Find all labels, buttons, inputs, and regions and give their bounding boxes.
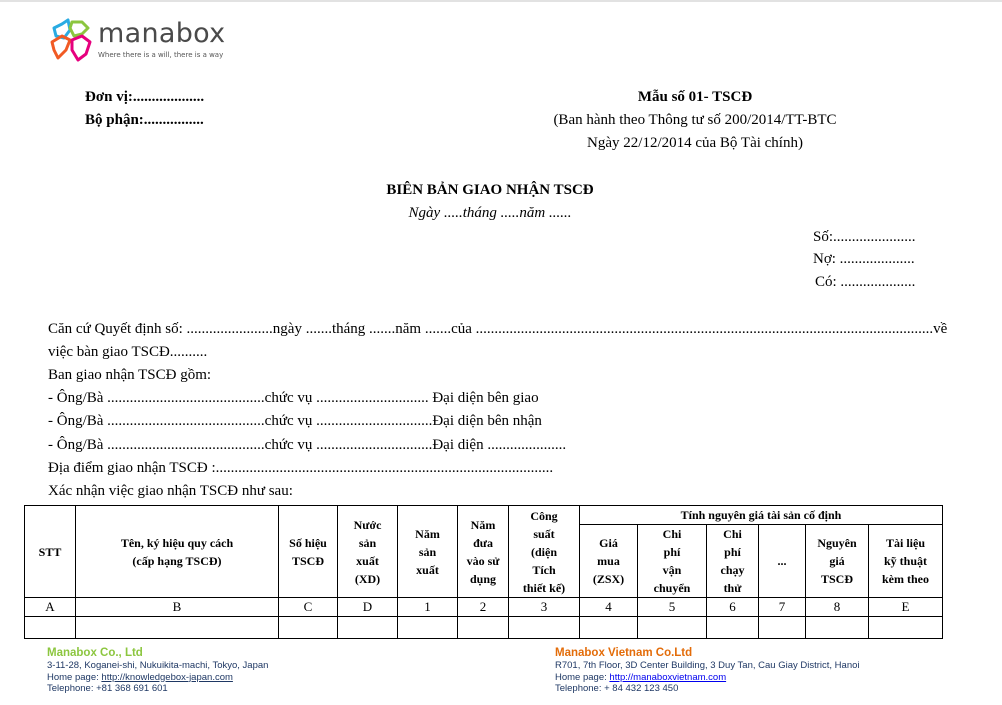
footer-japan-address: 3-11-28, Koganei-shi, Nukuikita-machi, Tokyo, Japan — [47, 660, 269, 671]
confirmation-heading: Xác nhận việc giao nhận TSCĐ như sau: — [48, 483, 293, 499]
footer-japan — [47, 646, 268, 695]
header-original-cost — [806, 525, 869, 598]
manabox-logo-icon — [48, 18, 94, 64]
index-cell: 3 — [509, 598, 580, 617]
committee-member-giver: - Ông/Bà ..........................................chức vụ .............................. Đại diện bên giao — [48, 390, 539, 406]
unit-label: Đơn vị:................... — [85, 89, 205, 105]
header-text: kỹ thuật — [883, 554, 927, 568]
header-asset-name-line2: (cấp hạng TSCĐ) — [132, 553, 222, 568]
header-original-cost-group: Tính nguyên giá tài sản cố định — [580, 506, 943, 525]
footer-japan-company: Manabox Co., Ltd — [47, 647, 143, 659]
header-text: mua — [597, 554, 620, 568]
header-text: dụng — [469, 571, 497, 586]
table-cell — [806, 617, 869, 639]
table-row — [25, 617, 943, 639]
index-row — [25, 598, 943, 617]
form-code: Mẫu số 01- TSCĐ — [637, 89, 753, 105]
index-cell: E — [869, 598, 943, 617]
table-cell — [338, 617, 398, 639]
table-cell — [580, 617, 638, 639]
header-transport-cost — [638, 525, 707, 598]
logo-wordmark: manabox — [98, 18, 226, 49]
index-cell: 1 — [398, 598, 458, 617]
header-text: phí — [724, 545, 741, 559]
homepage-label: Home page: — [47, 671, 102, 683]
header-text: (ZSX) — [592, 572, 625, 586]
header-text: xuất — [356, 553, 379, 568]
header-text: suất — [533, 526, 555, 541]
header-text: chạy — [720, 563, 745, 577]
table-cell — [509, 617, 580, 639]
header-text: sản — [358, 535, 377, 550]
index-cell: 5 — [638, 598, 707, 617]
footer-vietnam — [555, 646, 860, 695]
index-cell: C — [279, 598, 338, 617]
header-text: Công — [530, 508, 558, 523]
index-cell: B — [76, 598, 279, 617]
header-country — [338, 506, 398, 598]
document-title: BIÊN BẢN GIAO NHẬN TSCĐ — [386, 182, 594, 198]
table-cell — [458, 617, 509, 639]
header-technical-docs — [869, 525, 943, 598]
header-text: Nguyên — [817, 536, 857, 550]
header-asset-code-line2: TSCĐ — [291, 553, 324, 568]
so-field: Số:...................... — [813, 229, 916, 245]
document-date: Ngày .....tháng .....năm ...... — [408, 205, 572, 221]
header-year-made — [398, 506, 458, 598]
footer-vietnam-homepage-link[interactable]: http://manaboxvietnam.com — [609, 671, 727, 683]
header-text: Năm — [415, 526, 440, 541]
table-cell — [707, 617, 759, 639]
asset-handover-table — [24, 505, 943, 639]
manabox-logo — [48, 18, 238, 64]
header-text: chuyển — [653, 581, 691, 595]
co-field: Có: .................... — [815, 274, 916, 290]
header-text: vào sử — [466, 553, 500, 568]
header-stt: STT — [25, 506, 76, 598]
index-cell: 7 — [759, 598, 806, 617]
footer-vietnam-homepage — [555, 672, 860, 684]
header-text: vận — [662, 563, 682, 577]
committee-member-receiver: - Ông/Bà ..........................................chức vụ ...............................Đại diện bên nhận — [48, 413, 542, 429]
header-test-run-cost — [707, 525, 759, 598]
header-text: Chi — [723, 527, 742, 541]
index-cell: D — [338, 598, 398, 617]
header-text: thiết kế) — [522, 580, 566, 595]
header-text: Chi — [662, 527, 682, 541]
header-text: kèm theo — [882, 572, 929, 586]
header-asset-code — [279, 506, 338, 598]
header-text: (diện — [530, 544, 557, 559]
header-text: Năm — [470, 517, 496, 532]
header-text: TSCĐ — [820, 572, 853, 586]
footer-japan-telephone: Telephone: +81 368 691 601 — [47, 683, 168, 694]
footer-vietnam-telephone: Telephone: + 84 432 123 450 — [555, 683, 679, 694]
header-text: Nước — [353, 517, 382, 532]
table-cell — [76, 617, 279, 639]
footer-vietnam-address: R701, 7th Floor, 3D Center Building, 3 Duy Tan, Cau Giay District, Hanoi — [555, 660, 860, 671]
header-text: Giá — [599, 536, 618, 550]
table-cell — [398, 617, 458, 639]
issued-by-line2: Ngày 22/12/2014 của Bộ Tài chính) — [587, 135, 803, 151]
logo-tagline: Where there is a will, there is a way — [98, 51, 224, 59]
header-text: sản — [418, 544, 437, 559]
header-text: (XD) — [354, 571, 381, 586]
footer-vietnam-company: Manabox Vietnam Co.Ltd — [555, 647, 693, 659]
committee-member-other: - Ông/Bà ..........................................chức vụ ...............................Đại diện ..................... — [48, 437, 567, 453]
header-capacity — [509, 506, 580, 598]
header-other-cost: ... — [759, 525, 806, 598]
index-cell: A — [25, 598, 76, 617]
no-field: Nợ: .................... — [813, 251, 915, 267]
decision-line: Căn cứ Quyết định số: .......................ngày .......tháng .......năm .......của ..........................................................................................................................về — [48, 321, 948, 337]
table-cell — [279, 617, 338, 639]
footer-japan-homepage-link[interactable]: http://knowledgebox-japan.com — [101, 671, 233, 683]
header-purchase-price — [580, 525, 638, 598]
handover-location: Địa điểm giao nhận TSCĐ :.......................................................................................... — [48, 460, 554, 476]
header-text: đưa — [473, 535, 493, 550]
issued-by-line1: (Ban hành theo Thông tư số 200/2014/TT-BTC — [553, 112, 837, 128]
header-text: giá — [829, 554, 845, 568]
table-cell — [25, 617, 76, 639]
header-text: Tích — [532, 562, 556, 577]
header-asset-code-line1: Số hiệu — [289, 535, 327, 550]
header-asset-name-line1: Tên, ký hiệu quy cách — [120, 535, 234, 550]
index-cell: 2 — [458, 598, 509, 617]
header-text: thử — [723, 581, 742, 595]
page-top-border — [0, 0, 1002, 2]
table-cell — [638, 617, 707, 639]
header-asset-name — [76, 506, 279, 598]
footer-japan-homepage — [47, 672, 268, 684]
department-label: Bộ phận:................ — [85, 112, 204, 128]
header-year-used — [458, 506, 509, 598]
index-cell: 4 — [580, 598, 638, 617]
index-cell: 6 — [707, 598, 759, 617]
header-text: Tài liệu — [885, 536, 925, 550]
header-text: xuất — [416, 562, 439, 577]
table-cell — [869, 617, 943, 639]
homepage-label: Home page: — [555, 671, 610, 683]
committee-heading: Ban giao nhận TSCĐ gồm: — [48, 367, 212, 383]
index-cell: 8 — [806, 598, 869, 617]
table-cell — [759, 617, 806, 639]
handover-subject: việc bàn giao TSCĐ.......... — [48, 344, 208, 360]
header-text: phí — [663, 545, 681, 559]
